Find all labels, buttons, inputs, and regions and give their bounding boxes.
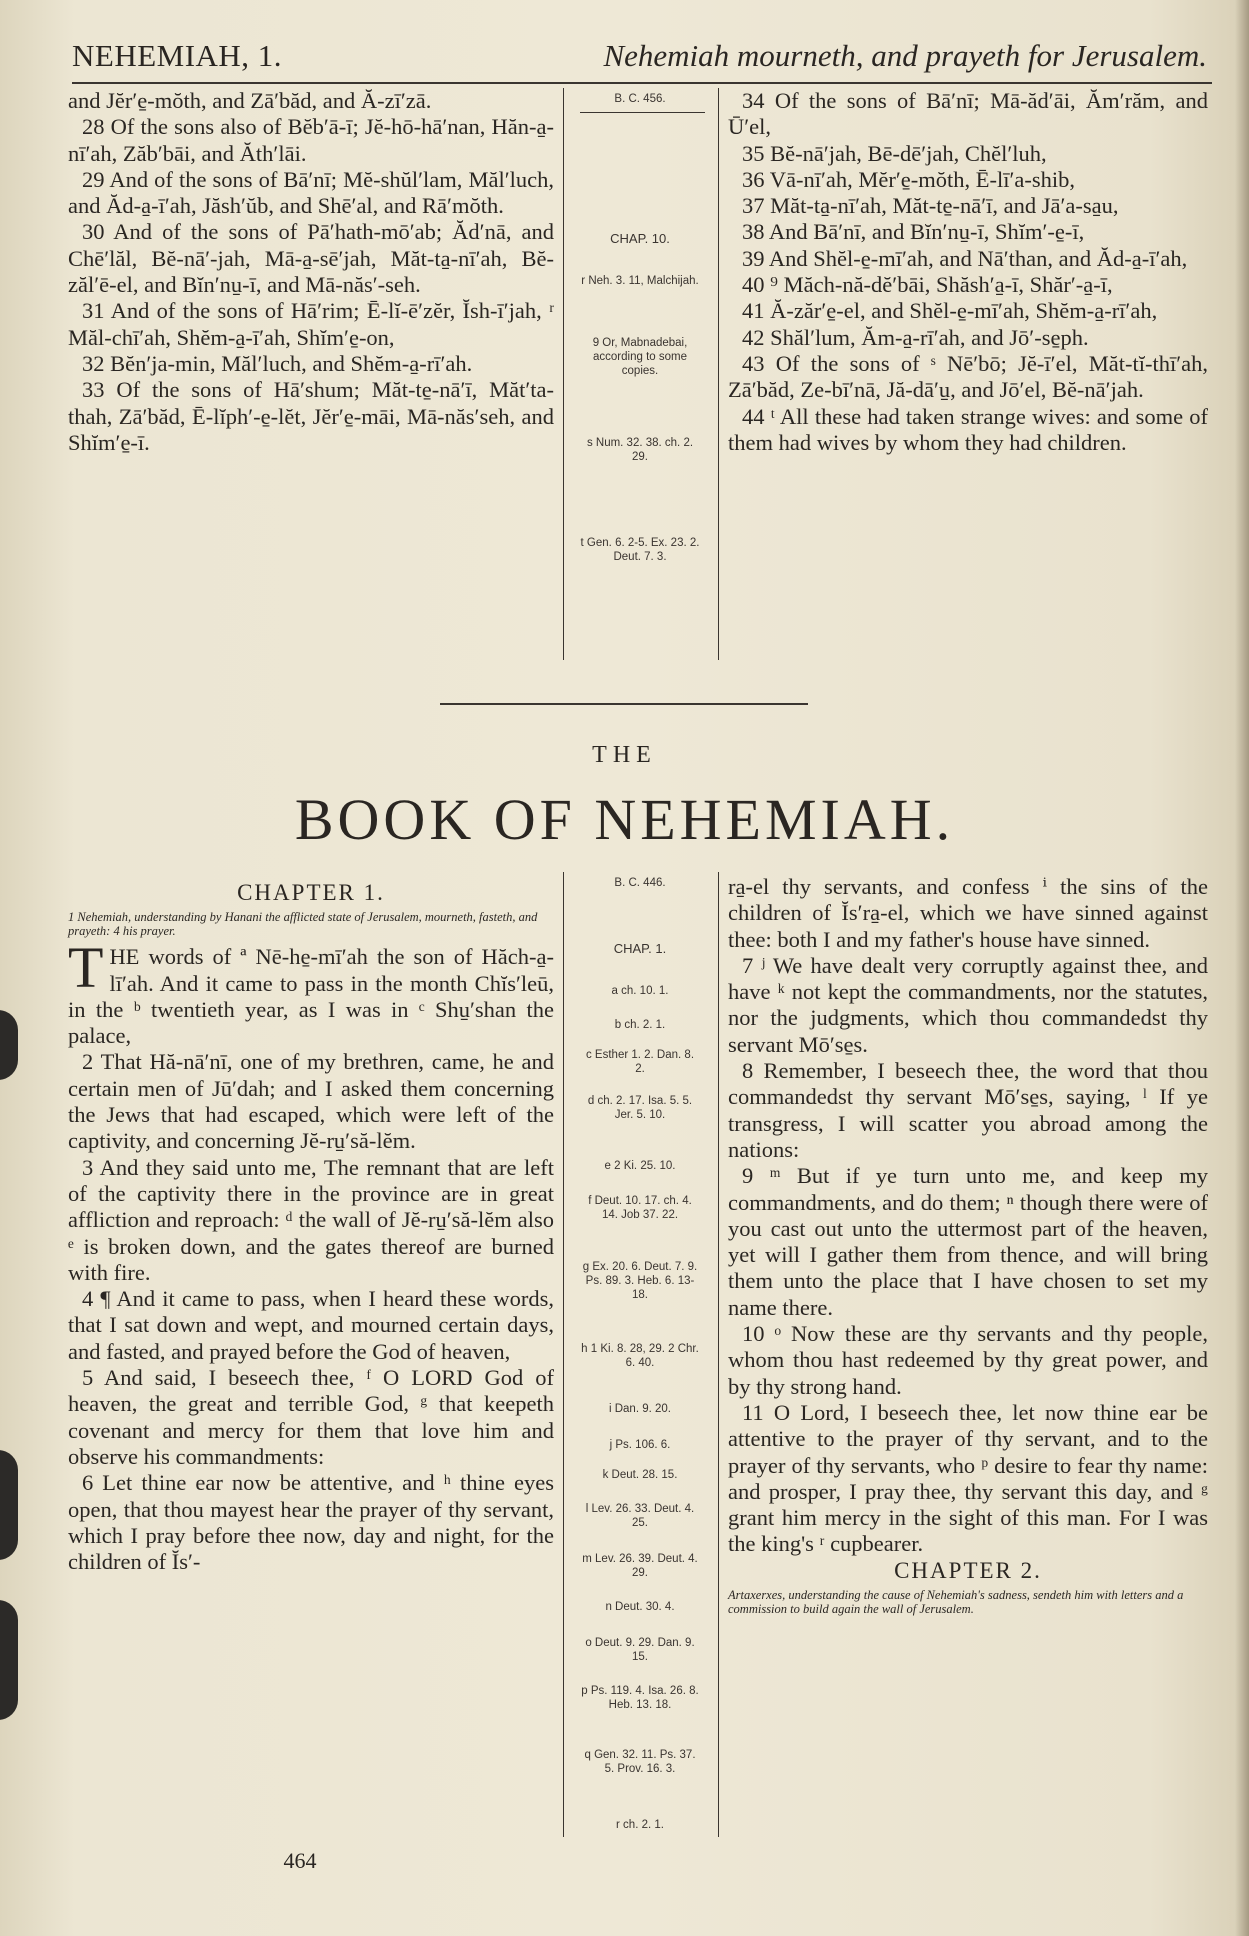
chapter1-marginal-references — [580, 872, 705, 1837]
verse: 7 ʲ We have dealt very corruptly against thee, and have ᵏ not kept the commandments, nor the statutes, nor the judgments, which thou commandedst thy servant Mō′se̱s. — [728, 952, 1208, 1057]
book-title: BOOK OF NEHEMIAH. — [294, 787, 955, 852]
verse: 2 That Hă-nā′nī, one of my brethren, came, he and certain men of Jū′dah; and I asked them concerning the Jews that had escaped, which were left of the captivity, and concerning Jĕ-ru̱′să-lĕm. — [68, 1049, 554, 1154]
margin-note: o Deut. 9. 29. Dan. 9. 15. — [585, 1637, 695, 1663]
header-rule — [72, 82, 1212, 84]
top-marginal-references — [580, 88, 705, 648]
verse: 33 Of the sons of Hā′shum; Măt-te̱-nā′ī, Măt′ta-thah, Zā′băd, Ē-lĭph′-e̱-lĕt, Jĕr′e̱-māi, Mā-năs′seh, and Shĭm′e̱-ī. — [68, 377, 554, 455]
verse: 41 Ă-zăr′e̱-el, and Shĕl-e̱-mī′ah, Shĕm-a̱-rī′ah, — [742, 298, 1158, 324]
margin-note: i Dan. 9. 20. — [608, 1403, 671, 1415]
thumb-index-tab — [0, 1010, 18, 1080]
top-left-column — [68, 88, 554, 456]
chapter1-heading: CHAPTER 1. — [237, 880, 385, 905]
margin-note: k Deut. 28. 15. — [602, 1469, 678, 1481]
verse: 30 And of the sons of Pā′hath-mō′ab; Ăd′nā, and Chē′lăl, Bĕ-nā′-jah, Mā-a̱-sē′jah, Măt-ta̱-nī′ah, Bĕ-zăl′ē-el, and Bĭn′nu̱-ī, and Mā-năs′-seh. — [68, 219, 554, 298]
column-rule — [563, 88, 564, 660]
verse: 40 ⁹ Măch-nă-dĕ′bāi, Shăsh′a̱-ī, Shăr′-a̱-ī, — [742, 272, 1113, 298]
column-rule — [718, 872, 719, 1837]
column-rule — [563, 872, 564, 1837]
margin-chapter: CHAP. 1. — [613, 941, 667, 956]
margin-note: g Ex. 20. 6. Deut. 7. 9. Ps. 89. 3. Heb. 6. 13-18. — [582, 1261, 698, 1301]
verse: ra̱-el thy servants, and confess ⁱ the sins of the children of Ĭs′ra̱-el, which we have sinned against thee: both I and my father's house have sinned. — [728, 874, 1208, 952]
header-summary: Nehemiah mourneth, and prayeth for Jerusalem. — [603, 38, 1207, 73]
verse: and Jĕr′e̱-mŏth, and Zā′băd, and Ă-zī′zā. — [68, 88, 432, 113]
book-title-the: THE — [592, 742, 657, 768]
column-rule — [718, 88, 719, 660]
verse: 9 ᵐ But if ye turn unto me, and keep my commandments, and do them; ⁿ though there were of you cast out unto the uttermost part of the heaven, yet will I gather them from thence, and will bring them unto the place that I have chosen to set my name there. — [728, 1163, 1208, 1320]
header-book-chapter: NEHEMIAH, 1. — [72, 38, 283, 73]
margin-note: p Ps. 119. 4. Isa. 26. 8. Heb. 13. 18. — [581, 1685, 699, 1711]
verse: 3 And they said unto me, The remnant that are left of the captivity there in the province are in great affliction and reproach: ᵈ the wall of Jĕ-ru̱′să-lĕm also ᵉ is broken down, and the gates thereof are burned with fire. — [68, 1154, 554, 1285]
margin-date: B. C. 446. — [614, 877, 666, 889]
verse-1 — [68, 935, 554, 1049]
margin-note: j Ps. 106. 6. — [609, 1439, 671, 1451]
page-edge-shadow — [1235, 0, 1249, 1936]
verse: 44 ᵗ All these had taken strange wives: and some of them had wives by whom they had children. — [728, 403, 1208, 455]
verse: 34 Of the sons of Bā′nī; Mā-ăd′āi, Ăm′răm, and Ū′el, — [728, 88, 1208, 140]
title-rule — [440, 703, 808, 705]
verse: 4 ¶ And it came to pass, when I heard these words, that I sat down and wept, and mourned certain days, and fasted, and prayed before the God of heaven, — [68, 1286, 554, 1364]
margin-note: b ch. 2. 1. — [614, 1019, 666, 1031]
verse: 6 Let thine ear now be attentive, and ʰ thine eyes open, that thou mayest hear the prayer of thy servant, which I pray before thee now, day and night, for the children of Ĭs′- — [68, 1470, 554, 1575]
verse: 11 O Lord, I beseech thee, let now thine ear be attentive to the prayer of thy servant, and to the prayer of thy servants, who ᵖ desire to fear thy name: and prosper, I pray thee, thy servant this day, and ᵍ grant him mercy in the sight of this man. For I was the king's ʳ cupbearer. — [728, 1399, 1208, 1557]
running-header — [72, 38, 1207, 80]
margin-note: q Gen. 32. 11. Ps. 37. 5. Prov. 16. 3. — [584, 1749, 696, 1775]
margin-note: h 1 Ki. 8. 28, 29. 2 Chr. 6. 40. — [581, 1343, 699, 1369]
verse-1-text: HE words of ª Nē-he̱-mī′ah the son of Hăch-a̱-lī′ah. And it came to pass in the month Chĭs′leū, in the ᵇ twentieth year, as I was in ᶜ Shu̱′shan the palace, — [68, 944, 554, 1049]
chapter1-right-column — [728, 874, 1208, 1622]
verse: 35 Bĕ-nā′jah, Bē-dē′jah, Chĕl′luh, — [742, 140, 1047, 166]
verse: 43 Of the sons of ˢ Nē′bō; Jĕ-ī′el, Măt-tĭ-thī′ah, Zā′băd, Ze-bī′nā, Jă-dā′u̱, and Jō′el, Bĕ-nā′jah. — [728, 350, 1208, 403]
margin-note: n Deut. 30. 4. — [605, 1601, 675, 1613]
verse: 38 And Bā′nī, and Bĭn′nu̱-ī, Shĭm′-e̱-ī, — [742, 219, 1085, 245]
verse: 32 Bĕn′ja-min, Măl′luch, and Shĕm-a̱-rī′ah. — [82, 350, 473, 376]
drop-cap: T — [68, 935, 104, 1001]
thumb-index-tab — [0, 1600, 18, 1720]
margin-note: a ch. 10. 1. — [611, 985, 669, 997]
margin-note: d ch. 2. 17. Isa. 5. 5. Jer. 5. 10. — [587, 1095, 693, 1121]
verse: 10 ᵒ Now these are thy servants and thy people, whom thou hast redeemed by thy great power, and by thy strong hand. — [728, 1321, 1208, 1399]
verse: 5 And said, I beseech thee, ᶠ O LORD God of heaven, the great and terrible God, ᵍ that keepeth covenant and mercy for them that love him and observe his commandments: — [68, 1365, 554, 1469]
margin-note: m Lev. 26. 39. Deut. 4. 29. — [582, 1553, 698, 1579]
margin-note: l Lev. 26. 33. Deut. 4. 25. — [585, 1503, 695, 1529]
top-right-column — [728, 88, 1208, 456]
page-number: 464 — [283, 1848, 317, 1873]
thumb-index-tab — [0, 1450, 18, 1560]
margin-note: r Neh. 3. 11, Malchijah. — [581, 275, 699, 287]
chapter2-heading: CHAPTER 2. — [894, 1557, 1042, 1583]
margin-note: e 2 Ki. 25. 10. — [604, 1160, 676, 1172]
margin-note: c Esther 1. 2. Dan. 8. 2. — [585, 1049, 695, 1075]
margin-chapter: CHAP. 10. — [610, 231, 670, 246]
chapter2-summary: Artaxerxes, understanding the cause of Nehemiah's sadness, sendeth him with letters and a commission to build again the wall of Jerusalem. — [728, 1588, 1184, 1617]
margin-note: s Num. 32. 38. ch. 2. 29. — [586, 437, 694, 463]
margin-note: r ch. 2. 1. — [616, 1819, 664, 1831]
verse: 42 Shăl′lum, Ăm-a̱-rī′ah, and Jō′-se̱ph. — [742, 324, 1089, 350]
margin-rule — [580, 112, 705, 113]
margin-date: B. C. 456. — [614, 93, 666, 105]
verse: 28 Of the sons also of Bĕb′ā-ī; Jĕ-hō-hā′nan, Hăn-a̱-nī′ah, Zăb′bāi, and Ăth′lāi. — [68, 114, 554, 166]
margin-note: t Gen. 6. 2-5. Ex. 23. 2. Deut. 7. 3. — [580, 537, 700, 563]
verse: 29 And of the sons of Bā′nī; Mĕ-shŭl′lam, Măl′luch, and Ăd-a̱-ī′ah, Jăsh′ŭb, and Shē′al, and Rā′mŏth. — [68, 166, 554, 219]
verse: 8 Remember, I beseech thee, the word that thou commandedst thy servant Mō′se̱s, saying, ˡ If ye transgress, I will scatter you abroad among the nations: — [728, 1058, 1208, 1162]
chapter1-summary: 1 Nehemiah, understanding by Hanani the afflicted state of Jerusalem, mourneth, fasteth, and prayeth: 4 his prayer. — [68, 910, 538, 939]
margin-note: f Deut. 10. 17. ch. 4. 14. Job 37. 22. — [588, 1195, 692, 1221]
verse: 37 Măt-ta̱-nī′ah, Măt-te̱-nā′ī, and Jā′a-sa̱u, — [742, 193, 1119, 219]
chapter1-left-column — [68, 880, 554, 1575]
verse: 39 And Shĕl-e̱-mī′ah, and Nā′than, and Ăd-a̱-ī′ah, — [742, 245, 1188, 271]
verse: 31 And of the sons of Hā′rim; Ē-lĭ-ē′zĕr, Ĭsh-ī′jah, ʳ Măl-chī′ah, Shĕm-a̱-ī′ah, Shĭm′e̱-on, — [68, 298, 554, 350]
verse: 36 Vā-nī′ah, Mĕr′e̱-mŏth, Ē-lī′a-shib, — [742, 166, 1076, 192]
margin-note: 9 Or, Mabnadebai, according to some copies. — [592, 337, 688, 377]
